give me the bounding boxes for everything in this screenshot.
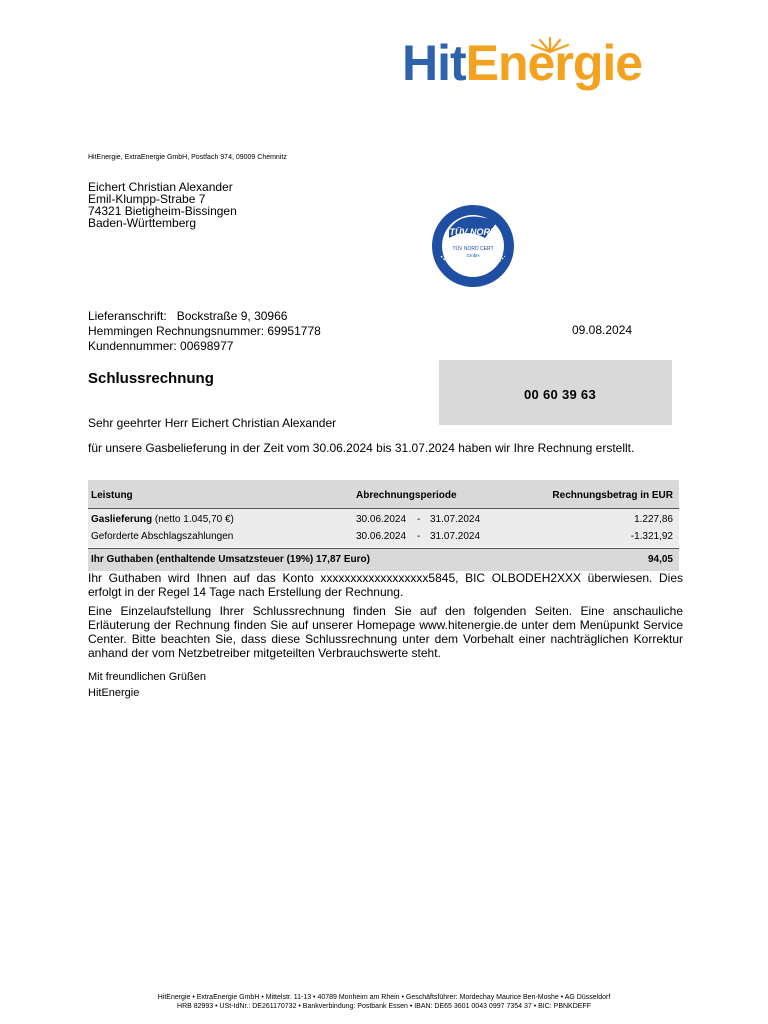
page-title: Schlussrechnung	[88, 370, 214, 387]
closing	[88, 669, 206, 701]
delivery-address-value: Bockstraße 9, 30966	[176, 309, 288, 323]
total-amount: 94,05	[647, 554, 673, 565]
recipient-street: Emil-Klumpp-Strabe 7	[88, 192, 206, 206]
row-label	[91, 514, 234, 525]
recipient-state: Baden-Württemberg	[88, 216, 197, 230]
header-period: Abrechnungsperiode	[356, 490, 457, 501]
hitenergie-logo	[402, 35, 643, 91]
header-amount: Rechnungsbetrag in EUR	[552, 490, 673, 501]
reference-code: 00 60 39 63	[524, 387, 596, 402]
closing-greeting: Mit freundlichen Grüßen	[88, 671, 206, 683]
row-to: 31.07.2024	[430, 514, 481, 525]
table-header	[88, 480, 679, 509]
seal-gmbh: GmbH	[466, 253, 480, 258]
tuv-seal-icon	[427, 204, 519, 288]
row-amount: -1.321,92	[630, 531, 673, 542]
customer-number-line: Kundennummer: 00698977	[88, 339, 234, 353]
intro-text: für unsere Gasbelieferung in der Zeit vom 30.06.2024 bis 31.07.2024 haben wir Ihre Rechnung erstellt.	[88, 441, 635, 455]
row-from: 30.06.2024	[356, 531, 407, 542]
row-to: 31.07.2024	[430, 531, 481, 542]
invoice-meta	[88, 309, 321, 354]
header-service: Leistung	[91, 490, 133, 501]
info-paragraph: Eine Einzelaufstellung Ihrer Schlussrechnung finden Sie auf den folgenden Seiten. Eine anschauliche Erläuterung der Rechnung finden Sie auf unserer Homepage www.hitenergie.de unter dem Menüpunkt Service Center. Bitte beachten Sie, dass diese Schlussrechnung unter dem Vorbehalt einer nachträglichen Korrektur anhand der vom Netzbetreiber mitgeteilten Verbrauchswerte steht.	[88, 604, 683, 660]
row-amount: 1.227,86	[634, 514, 673, 525]
invoice-table	[88, 480, 679, 573]
sender-line: HitEnergie, ExtraEnergie GmbH, Postfach 974, 09009 Chemnitz	[88, 154, 287, 161]
delivery-address-line	[88, 309, 321, 324]
row-from: 30.06.2024	[356, 514, 407, 525]
invoice-number-line: Hemmingen Rechnungsnummer: 69951778	[88, 324, 321, 338]
closing-signature: HitEnergie	[88, 687, 140, 699]
seal-brand: TÜV NORD	[449, 227, 497, 237]
row-label-rest: (netto 1.045,70 €)	[152, 514, 234, 525]
salutation: Sehr geehrter Herr Eichert Christian Alexander	[88, 416, 337, 430]
table-body	[88, 509, 679, 547]
footer-line-2: HRB 82993 • USt-IdNr.: DE261170732 • Bankverbindung: Postbank Essen • IBAN: DE65 3601 0043 0997 7354 37 • BIC: PBNKDEFF	[177, 1003, 591, 1010]
delivery-address-label: Lieferanschrift:	[88, 309, 167, 323]
total-label: Ihr Guthaben (enthaltende Umsatzsteuer (19%) 17,87 Euro)	[91, 554, 370, 565]
logo-energie: Energie	[465, 35, 643, 91]
logo-hit: Hit	[402, 35, 466, 91]
row-dash: -	[417, 514, 421, 525]
invoice-date: 09.08.2024	[572, 323, 633, 337]
recipient-address	[88, 181, 237, 229]
recipient-city: 74321 Bietigheim-Bissingen	[88, 204, 237, 218]
row-dash: -	[417, 531, 421, 542]
seal-cert: TÜV NORD CERT	[452, 246, 494, 252]
row-label: Geforderte Abschlagszahlungen	[91, 531, 234, 542]
table-total-row	[88, 548, 679, 571]
page-footer	[0, 993, 768, 1011]
row-label-bold: Gaslieferung	[91, 514, 153, 525]
refund-paragraph: Ihr Guthaben wird Ihnen auf das Konto xxxxxxxxxxxxxxxxxx5845, BIC OLBODEH2XXX überwiesen. Dies erfolgt in der Regel 14 Tage nach Erstellung der Rechnung.	[88, 571, 683, 599]
footer-line-1: HitEnergie • ExtraEnergie GmbH • Mittelstr. 11-13 • 40789 Monheim am Rhein • Geschäftsführer: Mordechay Maurice Ben-Moshe • AG Düsseldorf	[157, 994, 611, 1001]
recipient-name: Eichert Christian Alexander	[88, 180, 233, 194]
